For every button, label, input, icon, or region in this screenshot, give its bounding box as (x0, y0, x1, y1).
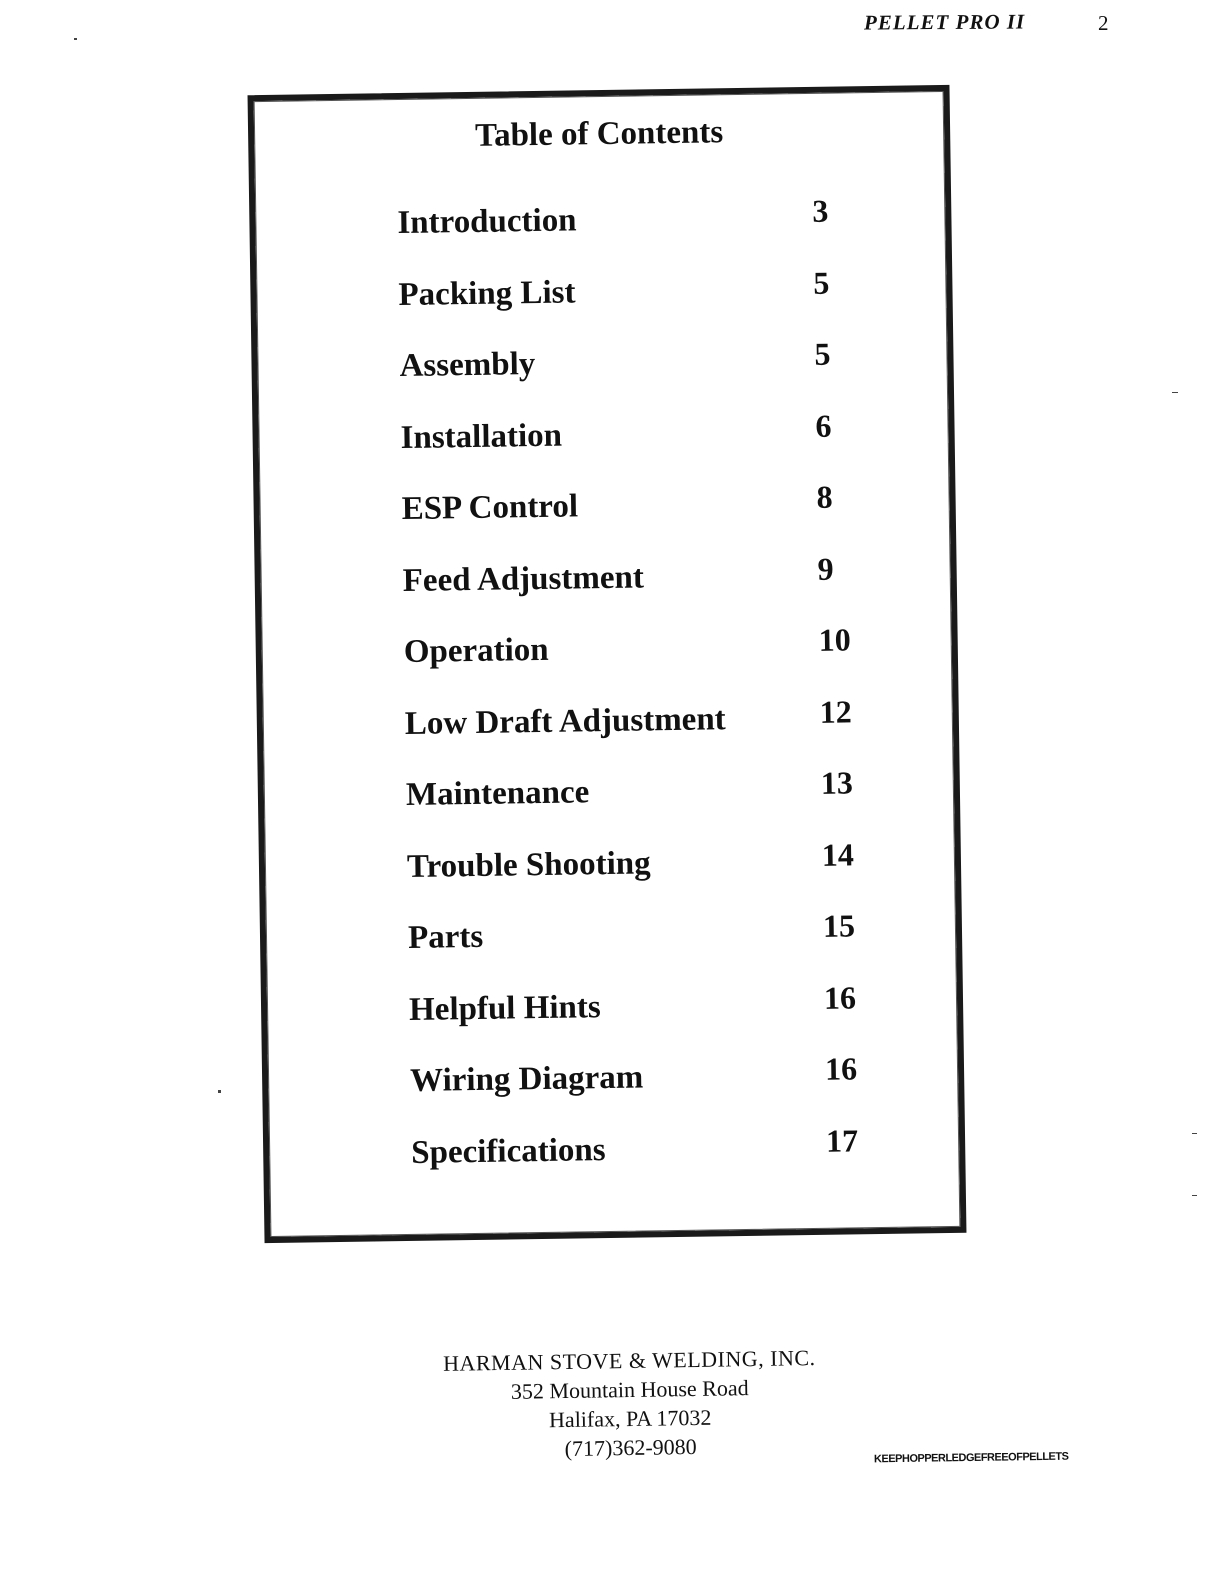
toc-entry-page: 15 (822, 907, 856, 944)
toc-entry-label: Maintenance (405, 774, 590, 813)
toc-entry-page: 16 (824, 1050, 858, 1087)
toc-entry[interactable] (409, 978, 890, 1057)
toc-entry-page: 5 (814, 335, 831, 372)
scan-speck (1192, 1133, 1197, 1134)
toc-entry[interactable] (410, 1050, 891, 1129)
toc-entry-page: 8 (816, 478, 833, 515)
table-of-contents-box (248, 85, 967, 1243)
toc-entry[interactable] (401, 478, 882, 557)
toc-entry[interactable] (411, 1121, 892, 1200)
toc-entry-label: Helpful Hints (408, 988, 601, 1028)
toc-entry[interactable] (399, 335, 880, 414)
scan-speck (74, 38, 77, 40)
toc-entry-page: 17 (825, 1121, 859, 1159)
phone-number: (717)362-9080 (564, 1433, 697, 1462)
toc-entry[interactable] (397, 192, 878, 271)
toc-heading: Table of Contents (474, 114, 724, 154)
scan-speck (1192, 1195, 1197, 1196)
toc-entry-label: Feed Adjustment (402, 558, 645, 599)
toc-entry-label: Low Draft Adjustment (404, 700, 726, 742)
toc-entry-page: 6 (815, 407, 832, 444)
toc-entry[interactable] (398, 263, 879, 342)
toc-entry-page: 3 (812, 192, 829, 229)
toc-entry[interactable] (403, 621, 884, 700)
page-number: 2 (1098, 11, 1109, 35)
scan-speck (218, 1090, 221, 1093)
toc-entry[interactable] (400, 406, 881, 485)
toc-entry-page: 10 (818, 621, 851, 658)
street-address: 352 Mountain House Road (510, 1375, 749, 1404)
hopper-warning-note: KEEPHOPPERLEDGEFREEOFPELLETS (873, 1450, 1069, 1466)
toc-entry-page: 9 (817, 550, 834, 587)
toc-entry-page: 13 (820, 764, 854, 801)
toc-entry-label: Specifications (410, 1131, 606, 1171)
toc-entry[interactable] (407, 835, 888, 914)
toc-entry-page: 14 (821, 835, 855, 873)
document-title: PELLET PRO II (863, 9, 1026, 35)
company-name: HARMAN STOVE & WELDING, INC. (442, 1345, 816, 1376)
page-header (860, 8, 1120, 38)
toc-entry-page: 16 (823, 978, 857, 1016)
toc-entry-page: 5 (813, 264, 830, 301)
toc-entry[interactable] (408, 907, 889, 986)
scan-speck (1172, 392, 1178, 393)
toc-list (397, 192, 892, 1200)
toc-entry-label: Parts (407, 918, 484, 956)
toc-entry[interactable] (402, 549, 883, 628)
toc-entry-label: Operation (403, 631, 549, 671)
toc-entry-label: Wiring Diagram (409, 1059, 644, 1099)
toc-entry-label: Assembly (399, 346, 536, 385)
city-state-zip: Halifax, PA 17032 (548, 1404, 712, 1433)
toc-entry-label: Installation (400, 417, 563, 456)
toc-entry-page: 12 (819, 692, 852, 730)
toc-entry[interactable] (405, 692, 886, 771)
toc-entry[interactable] (406, 764, 887, 843)
toc-entry-label: Packing List (398, 273, 576, 313)
toc-entry-label: ESP Control (401, 488, 579, 528)
toc-entry-label: Introduction (397, 202, 577, 242)
toc-entry-label: Trouble Shooting (406, 844, 651, 885)
company-address (379, 1342, 881, 1466)
